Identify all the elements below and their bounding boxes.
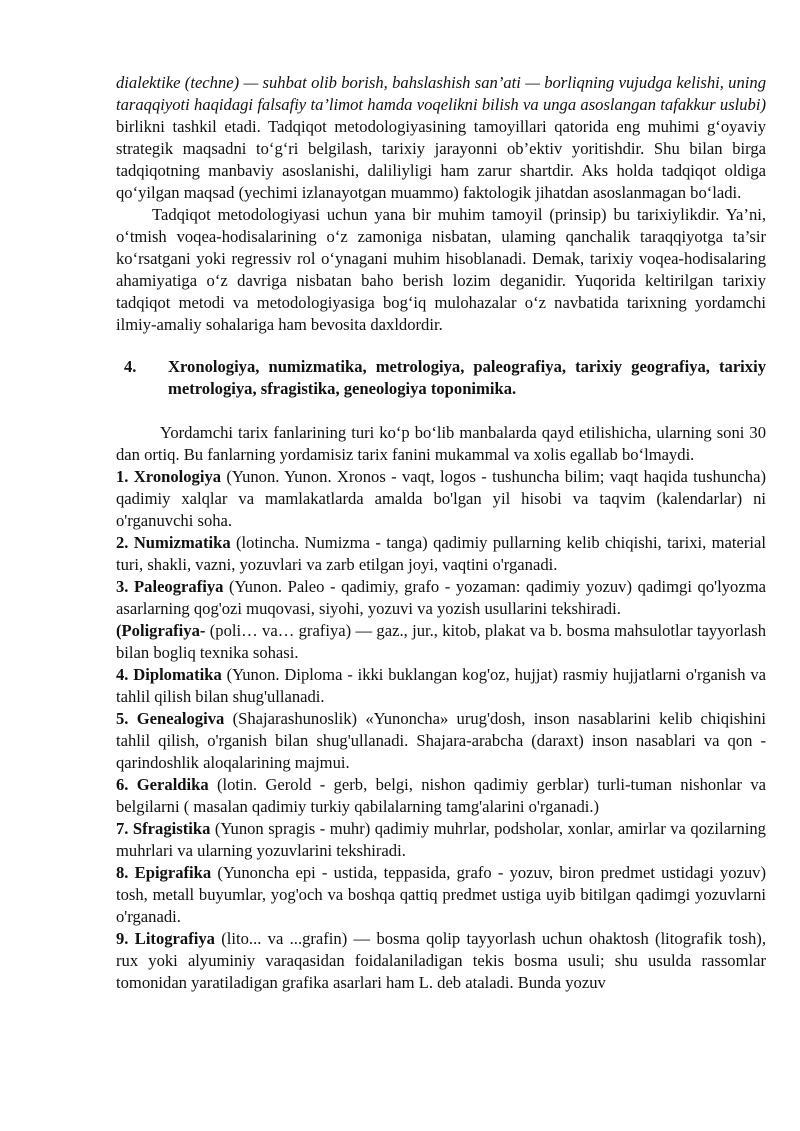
item-open: (: [224, 709, 239, 728]
item-description: Yunon. Paleo - qadimiy, grafo - yozaman: qadimiy yozuv) qadimgi qo'lyozma asarlarning qog'ozi muqovasi, siyohi, yozuvi va yozish usullarini tekshiradi.: [116, 577, 766, 618]
item-description: (lito... va ...grafin) — bosma qolip tayyorlash uchun ohaktosh (litografik tosh), rux yoki alyuminiy varaqasidan foidalaniladigan tekis bosma usuli; shu usulda rassomlar tomonidan yaratiladigan grafika asarlari ham L. deb ataladi. Bunda yozuv: [116, 929, 766, 992]
item-description: (Yunon spragis - muhr) qadimiy muhrlar, podsholar, xonlar, amirlar va qozilarning muhrlari va ularning yozuvlarini tekshiradi.: [116, 819, 766, 860]
list-item: [116, 928, 766, 994]
item-open: (: [221, 467, 232, 486]
list-item: [116, 664, 766, 708]
item-term: 4. Diplomatika: [116, 665, 222, 684]
document-page: [116, 72, 766, 994]
list-item: [116, 708, 766, 774]
list-item: [116, 466, 766, 532]
list-item: [116, 862, 766, 928]
list-item: [116, 774, 766, 818]
item-description: (lotincha. Numizma - tanga) qadimiy pullarning kelib chiqishi, tarixi, material turi, shakli, vazni, yozuvlari va zarb etilgan joyi, vaqtini o'rganadi.: [116, 533, 766, 574]
list-item: [116, 818, 766, 862]
item-description: Shajarashunoslik) «Yunoncha» urug'dosh, inson nasablarini kelib chiqishini tahlil qilish, o'rganish bilan shug'ullanadi. Shajara-arabcha (daraxt) inson nasablari va qon - qarindoshlik aloqalarining majmui.: [116, 709, 766, 772]
section-title: Xronologiya, numizmatika, metrologiya, paleografiya, tarixiy geografiya, tarixiy metrologiya, sfragistika, geneologiya toponimika.: [168, 357, 766, 398]
item-description: (poli… va… grafiya) — gaz., jur., kitob, plakat va b. bosma mahsulotlar tayyorlash bilan bogliq texnika sohasi.: [116, 621, 766, 662]
paragraph-dialectics: [116, 72, 766, 204]
item-term: 2. Numizmatika: [116, 533, 231, 552]
item-term: 3. Paleografiya: [116, 577, 224, 596]
paragraph-historicism: Tadqiqot metodologiyasi uchun yana bir muhim tamoyil (prinsip) bu tarixiylikdir. Ya’ni, o‘tmish voqea-hodisalarining o‘z zamoniga nisbatan, ulaming qanchalik taraqqiyotga ta’sir ko‘rsatgani yoki regressiv rol o‘ynagani muhim hisoblanadi. Demak, tarixiy voqea-hodisalaring ahamiyatiga o‘z davriga nisbatan baho berish lozim deganidir. Yuqorida keltirilgan tarixiy tadqiqot metodi va metodologiyasiga bog‘iq mulohazalar o‘z navbatida tarixning yordamchi ilmiy-amaliy sohalariga ham bevosita daxldordir.: [116, 205, 766, 334]
italic-definition: dialektike (techne) — suhbat olib borish, bahslashish san’ati — borliqning vujudga kelishi, uning taraqqiyoti haqidagi falsafiy ta’limot hamda voqelikni bilish va unga asoslangan tafakkur uslubi): [116, 73, 766, 114]
list-item: [116, 532, 766, 576]
item-open: [209, 775, 217, 794]
item-open: (: [223, 577, 235, 596]
paragraph-text: birlikni tashkil etadi. Tadqiqot metodologiyasining tamoyillari qatorida eng muhimi g‘oyaviy strategik maqsadni to‘g‘ri belgilash, tarixiy jarayonni ob’ektiv yoritishdir. Shu bilan birga tadqiqotning manbaviy asoslanishi, daliliyligi ham zarur shartdir. Aks holda tadqiqot oldiga qo‘yilgan maqsad (yechimi izlanayotgan muammo) faktologik jihatdan asoslanmagan bo‘ladi.: [116, 117, 766, 202]
item-term: 6. Geraldika: [116, 775, 209, 794]
item-description: Yunon. Yunon. Xronos - vaqt, logos - tushuncha bilim; vaqt haqida tushuncha) qadimiy xalqlar va mamlakatlarda amalda bo'lgan yil hisobi va taqvim (kalendarlar) ni o'rganuvchi soha.: [116, 467, 766, 530]
item-term: 7. Sfragistika: [116, 819, 211, 838]
item-description: (Yunon. Diploma - ikki buklangan kog'oz, hujjat) rasmiy hujjatlarni o'rganish va tahlil qilish bilan shug'ullanadi.: [116, 665, 767, 706]
item-term: 9. Litografiya: [116, 929, 215, 948]
item-description: (Yunoncha epi - ustida, teppasida, grafo - yozuv, biron predmet ustidagi yozuv) tosh, metall buyumlar, yog'och va boshqa qattiq predmet ustiga uyib bitilgan qadimgi yozuvlarni o'rganadi.: [116, 863, 766, 926]
intro-paragraph: Yordamchi tarix fanlarining turi ko‘p bo‘lib manbalarda qayd etilishicha, ularning soni 30 dan ortiq. Bu fanlarning yordamisiz tarix fanini mukammal va xolis egallab bo‘lmaydi.: [116, 423, 766, 464]
item-term: 5. Genealogiva: [116, 709, 225, 728]
item-term: (Poligrafiya-: [116, 621, 206, 640]
list-item: [116, 620, 766, 664]
list-item: [116, 576, 766, 620]
item-term: 1. Xronologiya: [116, 467, 222, 486]
auxiliary-disciplines-list: [116, 466, 766, 994]
item-term: 8. Epigrafika: [116, 863, 212, 882]
section-number: 4.: [124, 357, 137, 376]
item-description: (lotin. Gerold - gerb, belgi, nishon qadimiy gerblar) turli-tuman nishonlar va belgilarni ( masalan qadimiy turkiy qabilalarning tamg'alarini o'rganadi.): [116, 775, 766, 816]
section-heading: [124, 356, 766, 400]
